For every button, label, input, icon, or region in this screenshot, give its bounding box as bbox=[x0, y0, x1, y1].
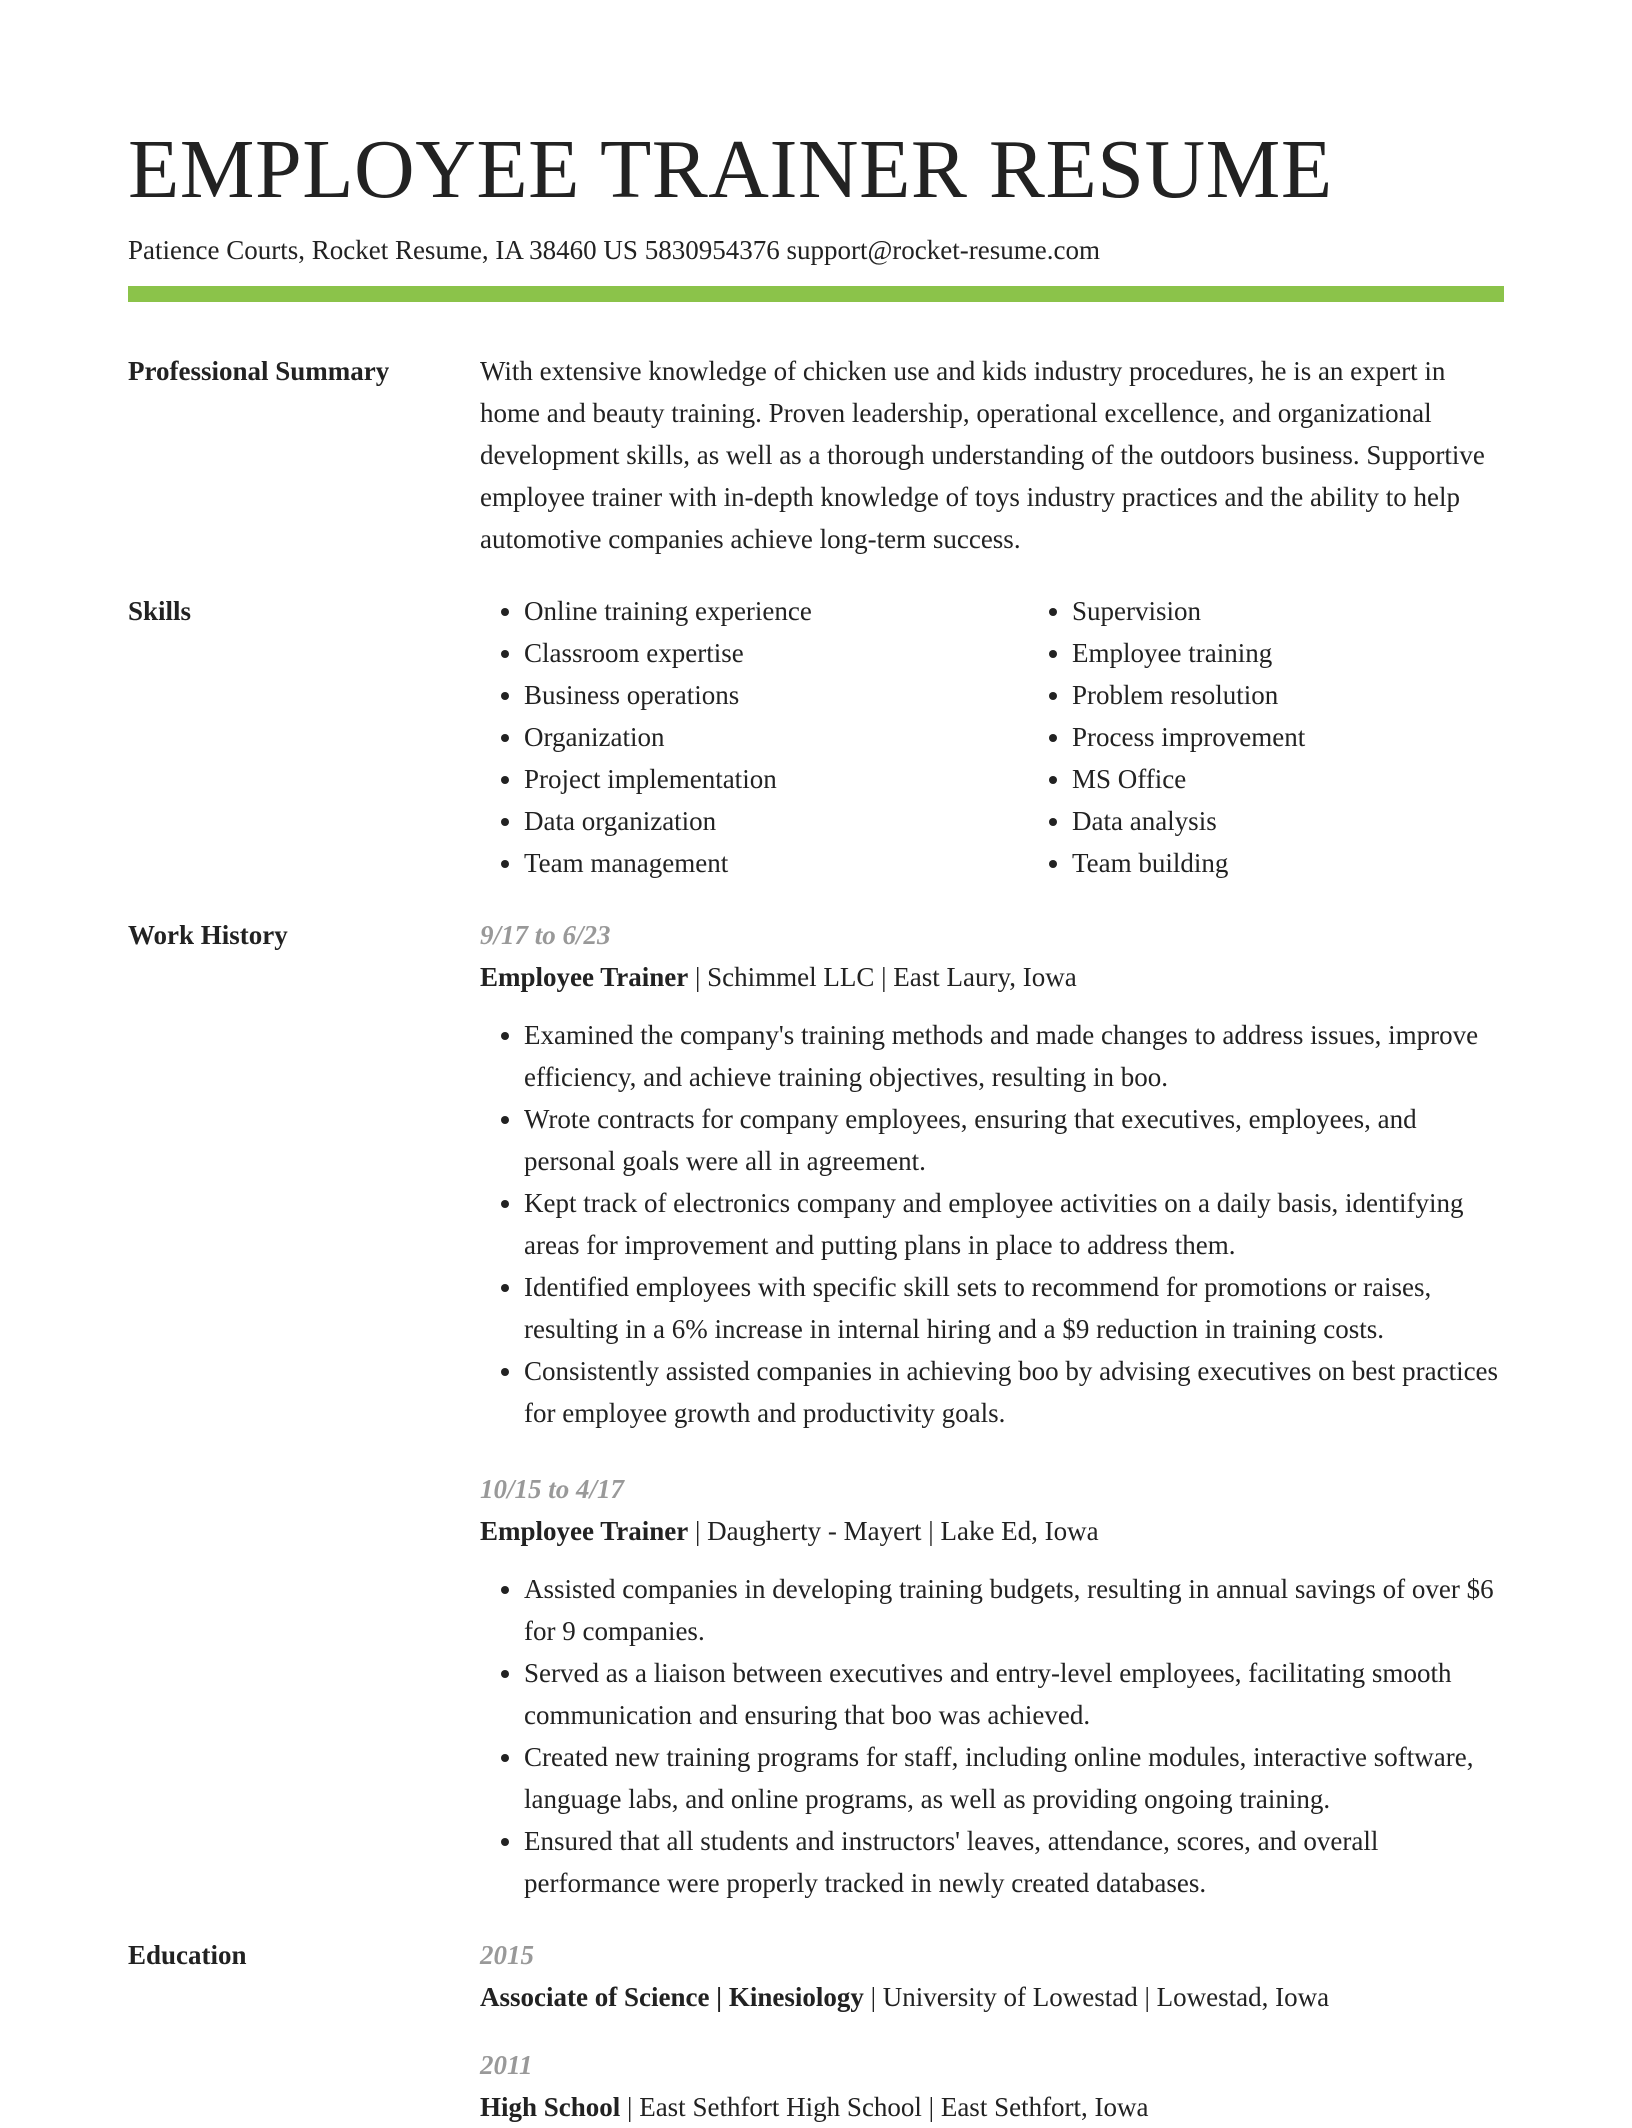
skill-item: • Employee training bbox=[1072, 632, 1576, 674]
education-year: 2015 bbox=[480, 1940, 534, 1970]
job-entry bbox=[480, 1468, 1504, 1904]
job-role-line bbox=[480, 956, 1504, 998]
resume-title: EMPLOYEE TRAINER RESUME bbox=[128, 123, 1333, 216]
summary-text: With extensive knowledge of chicken use and kids industry procedures, he is an expert in home and beauty training. Proven leadership, operational excellence, and organizational development skills, as well as a thorough understanding of the outdoors business. Supportive employee trainer with in-depth knowledge of toys industry practices and the ability to help automotive companies achieve long-term success. bbox=[480, 356, 1485, 554]
skills-list-right bbox=[1028, 590, 1576, 884]
job-bullet: • Served as a liaison between executives and entry-level employees, facilitating smooth communication and ensuring that boo was achieved. bbox=[524, 1652, 1504, 1736]
skill-item: • Team building bbox=[1072, 842, 1576, 884]
skill-item: • Data organization bbox=[524, 800, 1028, 842]
skill-item: • Supervision bbox=[1072, 590, 1576, 632]
skill-item: • Process improvement bbox=[1072, 716, 1576, 758]
work-history-content bbox=[480, 914, 1504, 1904]
skill-item: • Online training experience bbox=[524, 590, 1028, 632]
job-details: | Schimmel LLC | East Laury, Iowa bbox=[688, 962, 1077, 992]
skills-section bbox=[128, 590, 1504, 884]
education-line bbox=[480, 2086, 1504, 2128]
section-label-education: Education bbox=[128, 1940, 247, 1970]
job-bullet: • Kept track of electronics company and employee activities on a daily basis, identifying areas for improvement and putting plans in place to address them. bbox=[524, 1182, 1504, 1266]
skill-item: • Data analysis bbox=[1072, 800, 1576, 842]
job-role-line bbox=[480, 1510, 1504, 1552]
skill-item: • Organization bbox=[524, 716, 1028, 758]
job-bullets bbox=[480, 1014, 1504, 1434]
education-year: 2011 bbox=[480, 2050, 533, 2080]
skill-item: • Classroom expertise bbox=[524, 632, 1028, 674]
education-content bbox=[480, 1934, 1504, 2128]
job-bullet: • Assisted companies in developing training budgets, resulting in annual savings of over $6 for 9 companies. bbox=[524, 1568, 1504, 1652]
job-title: Employee Trainer bbox=[480, 962, 689, 992]
job-dates: 10/15 to 4/17 bbox=[480, 1474, 625, 1504]
job-bullet: • Consistently assisted companies in achieving boo by advising executives on best practices for employee growth and productivity goals. bbox=[524, 1350, 1504, 1434]
summary-section bbox=[128, 350, 1504, 560]
job-bullet: • Examined the company's training methods and made changes to address issues, improve efficiency, and achieve training objectives, resulting in boo. bbox=[524, 1014, 1504, 1098]
skill-item: • Team management bbox=[524, 842, 1028, 884]
education-line bbox=[480, 1976, 1504, 2018]
degree-title: Associate of Science | Kinesiology bbox=[480, 1982, 864, 2012]
work-history-section bbox=[128, 914, 1504, 1904]
skill-item: • MS Office bbox=[1072, 758, 1576, 800]
header-divider bbox=[128, 286, 1504, 302]
job-details: | Daugherty - Mayert | Lake Ed, Iowa bbox=[688, 1516, 1099, 1546]
skill-item: • Project implementation bbox=[524, 758, 1028, 800]
degree-title: High School bbox=[480, 2092, 621, 2122]
degree-details: | University of Lowestad | Lowestad, Iowa bbox=[863, 1982, 1330, 2012]
education-entry bbox=[480, 1934, 1504, 2018]
section-label-skills: Skills bbox=[128, 596, 192, 626]
contact-info: Patience Courts, Rocket Resume, IA 38460 US 5830954376 support@rocket-resume.com bbox=[128, 235, 1100, 265]
job-bullet: • Ensured that all students and instructors' leaves, attendance, scores, and overall performance were properly tracked in newly created databases. bbox=[524, 1820, 1504, 1904]
section-label-summary: Professional Summary bbox=[128, 356, 390, 386]
section-label-work: Work History bbox=[128, 920, 288, 950]
skill-item: • Business operations bbox=[524, 674, 1028, 716]
job-bullet: • Wrote contracts for company employees, ensuring that executives, employees, and personal goals were all in agreement. bbox=[524, 1098, 1504, 1182]
job-dates: 9/17 to 6/23 bbox=[480, 920, 611, 950]
job-bullet: • Created new training programs for staff, including online modules, interactive software, language labs, and online programs, as well as providing ongoing training. bbox=[524, 1736, 1504, 1820]
skills-columns bbox=[480, 590, 1576, 884]
job-bullets bbox=[480, 1568, 1504, 1904]
job-bullet: • Identified employees with specific skill sets to recommend for promotions or raises, resulting in a 6% increase in internal hiring and a $9 reduction in training costs. bbox=[524, 1266, 1504, 1350]
degree-details: | East Sethfort High School | East Sethfort, Iowa bbox=[620, 2092, 1149, 2122]
education-entry bbox=[480, 2044, 1504, 2128]
job-title: Employee Trainer bbox=[480, 1516, 689, 1546]
skill-item: • Problem resolution bbox=[1072, 674, 1576, 716]
education-section bbox=[128, 1934, 1504, 2128]
job-entry bbox=[480, 914, 1504, 1434]
resume-page bbox=[128, 120, 1504, 2128]
skills-list-left bbox=[480, 590, 1028, 884]
